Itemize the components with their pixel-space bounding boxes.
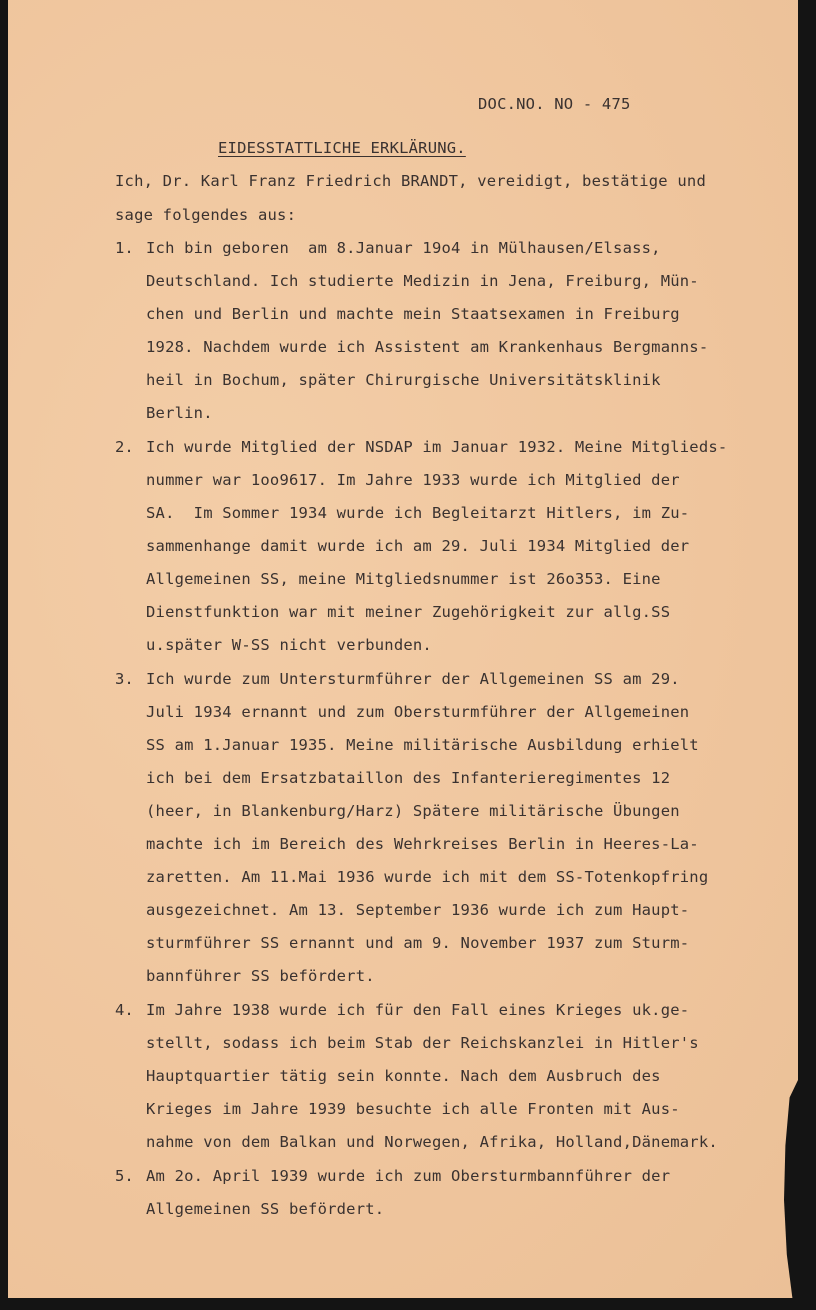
intro-line: Ich, Dr. Karl Franz Friedrich BRANDT, vereidigt, bestätige und	[115, 172, 706, 190]
document-title: EIDESSTATTLICHE ERKLÄRUNG.	[218, 139, 466, 157]
item-line: (heer, in Blankenburg/Harz) Spätere militärische Übungen	[146, 802, 680, 820]
item-line: Juli 1934 ernannt und zum Obersturmführer der Allgemeinen	[146, 703, 690, 721]
document-body	[8, 0, 798, 1298]
item-line: Am 2o. April 1939 wurde ich zum Obersturmbannführer der	[146, 1167, 671, 1185]
item-line: zaretten. Am 11.Mai 1936 wurde ich mit dem SS-Totenkopfring	[146, 868, 709, 886]
document-page	[8, 0, 798, 1298]
item-number: 2.	[115, 438, 134, 456]
item-number: 5.	[115, 1167, 134, 1185]
item-line: nummer war 1oo9617. Im Jahre 1933 wurde ich Mitglied der	[146, 471, 680, 489]
document-number: DOC.NO. NO - 475	[478, 95, 631, 113]
item-line: machte ich im Bereich des Wehrkreises Berlin in Heeres-La-	[146, 835, 699, 853]
item-number: 4.	[115, 1001, 134, 1019]
item-line: ich bei dem Ersatzbataillon des Infanterieregimentes 12	[146, 769, 671, 787]
item-line: Ich bin geboren am 8.Januar 19o4 in Mülhausen/Elsass,	[146, 239, 661, 257]
item-number: 1.	[115, 239, 134, 257]
item-line: bannführer SS befördert.	[146, 967, 375, 985]
item-line: sturmführer SS ernannt und am 9. November 1937 zum Sturm-	[146, 934, 690, 952]
item-line: chen und Berlin und machte mein Staatsexamen in Freiburg	[146, 305, 680, 323]
item-line: Ich wurde zum Untersturmführer der Allgemeinen SS am 29.	[146, 670, 680, 688]
item-line: SA. Im Sommer 1934 wurde ich Begleitarzt Hitlers, im Zu-	[146, 504, 690, 522]
item-line: Allgemeinen SS befördert.	[146, 1200, 385, 1218]
item-line: 1928. Nachdem wurde ich Assistent am Krankenhaus Bergmanns-	[146, 338, 709, 356]
item-line: Allgemeinen SS, meine Mitgliedsnummer ist 26o353. Eine	[146, 570, 661, 588]
item-line: sammenhange damit wurde ich am 29. Juli 1934 Mitglied der	[146, 537, 690, 555]
item-line: nahme von dem Balkan und Norwegen, Afrika, Holland,Dänemark.	[146, 1133, 718, 1151]
item-line: Berlin.	[146, 404, 213, 422]
item-line: Im Jahre 1938 wurde ich für den Fall eines Krieges uk.ge-	[146, 1001, 690, 1019]
item-number: 3.	[115, 670, 134, 688]
item-line: SS am 1.Januar 1935. Meine militärische Ausbildung erhielt	[146, 736, 699, 754]
item-line: heil in Bochum, später Chirurgische Universitätsklinik	[146, 371, 661, 389]
item-line: u.später W-SS nicht verbunden.	[146, 636, 432, 654]
intro-line: sage folgendes aus:	[115, 206, 297, 224]
item-line: Ich wurde Mitglied der NSDAP im Januar 1932. Meine Mitglieds-	[146, 438, 728, 456]
item-line: Krieges im Jahre 1939 besuchte ich alle Fronten mit Aus-	[146, 1100, 680, 1118]
item-line: stellt, sodass ich beim Stab der Reichskanzlei in Hitler's	[146, 1034, 699, 1052]
item-line: ausgezeichnet. Am 13. September 1936 wurde ich zum Haupt-	[146, 901, 690, 919]
item-line: Hauptquartier tätig sein konnte. Nach dem Ausbruch des	[146, 1067, 661, 1085]
item-line: Dienstfunktion war mit meiner Zugehörigkeit zur allg.SS	[146, 603, 671, 621]
item-line: Deutschland. Ich studierte Medizin in Jena, Freiburg, Mün-	[146, 272, 699, 290]
